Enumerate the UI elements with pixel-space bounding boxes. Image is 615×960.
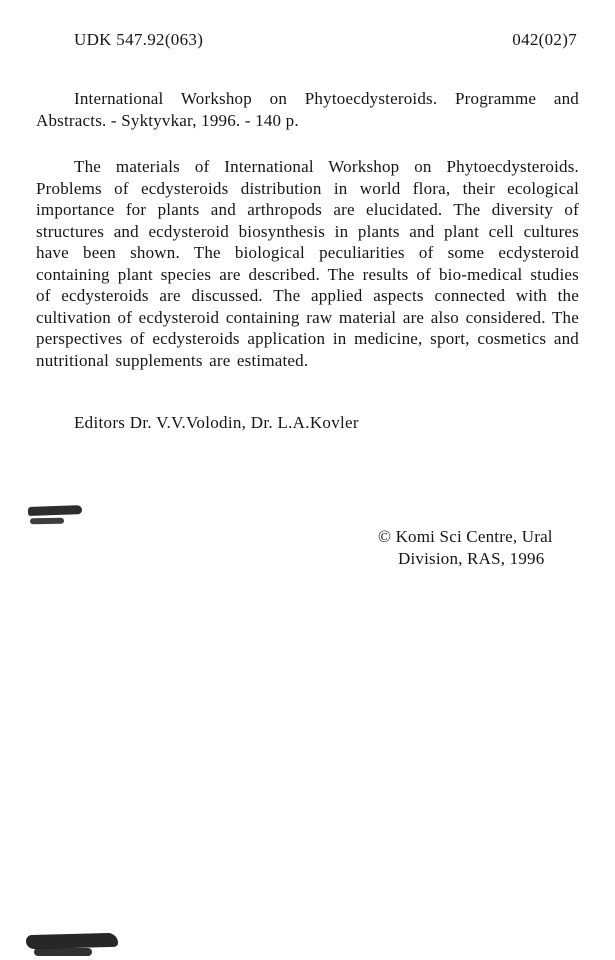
classification-code: 042(02)7 [512,30,577,49]
scan-artifact [28,505,82,516]
scan-artifact [34,948,92,956]
udk-number: UDK 547.92(063) [74,30,204,49]
citation-paragraph: International Workshop on Phytoecdysteroids. Programme and Abstracts. - Syktyvkar, 1996. - 140 p. [36,89,579,130]
header-row [0,0,615,50]
copyright-line-2: Division, RAS, 1996 [398,549,545,568]
editors-line: Editors Dr. V.V.Volodin, Dr. L.A.Kovler [74,413,359,432]
scan-artifact [26,933,118,949]
copyright-block [378,526,553,570]
abstract-paragraph: The materials of International Workshop on Phytoecdysteroids. Problems of ecdysteroids distribution in world flora, their ecological importance for plants and arthropods are elucidated. The diversity of structures and ecdysteroid biosynthesis in plants and plant cell cultures have been shown. The biological peculiarities of some ecdysteroid containing plant species are described. The results of bio-medical studies of ecdysteroids are discussed. The applied aspects connected with the cultivation of ecdysteroid containing raw material are also considered. The perspectives of ecdysteroids application in medicine, sport, cosmetics and nutritional supplements are estimated. [36,157,579,370]
copyright-line-1: © Komi Sci Centre, Ural [378,527,553,546]
scan-artifact [30,518,64,525]
